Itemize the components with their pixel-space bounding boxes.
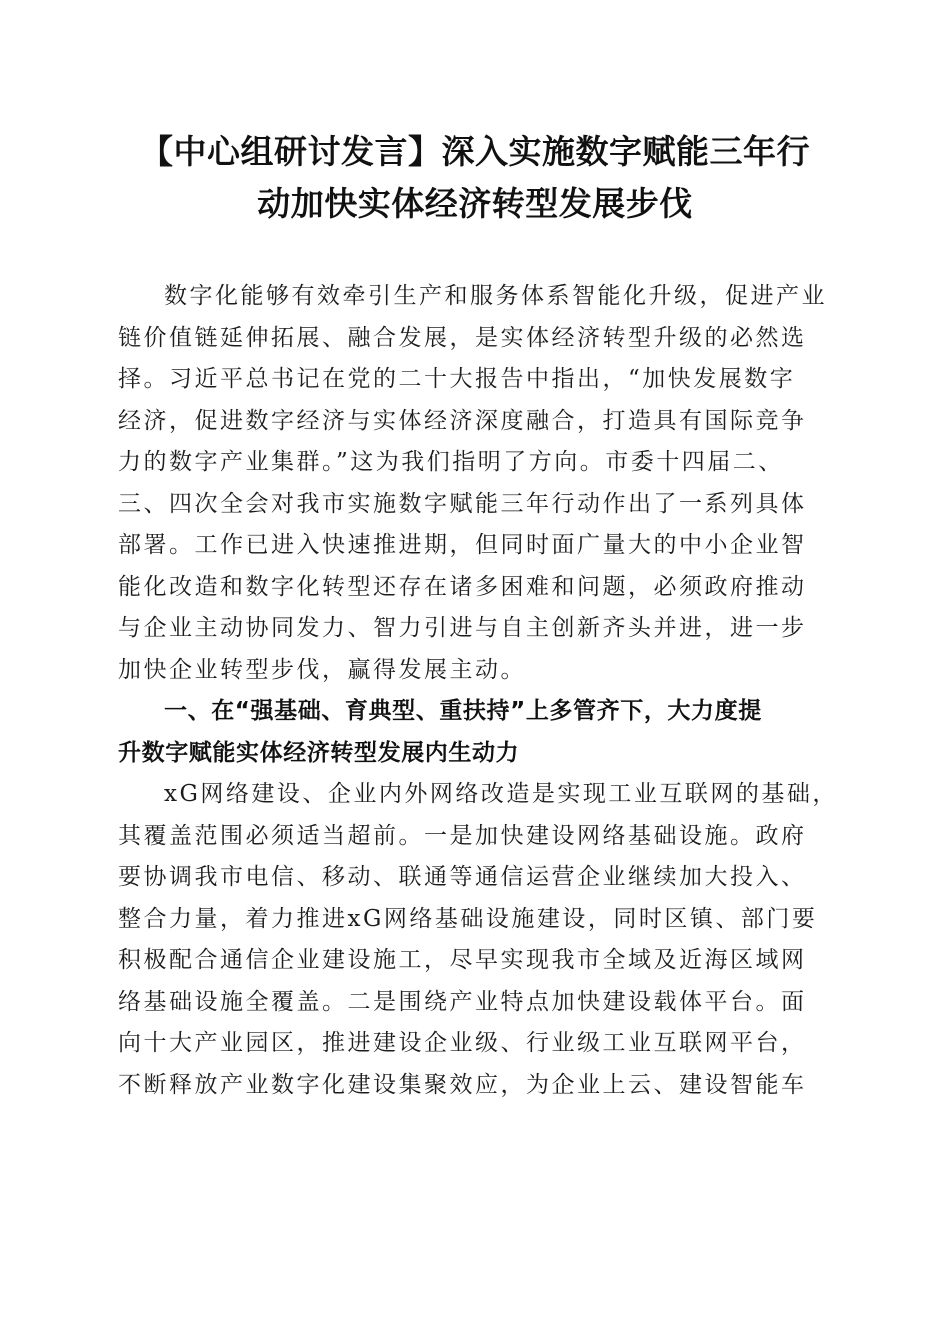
text-line: 络基础设施全覆盖。二是围绕产业特点加快建设载体平台。面: [118, 988, 807, 1015]
document-body: [118, 276, 838, 1106]
text-line: 其覆盖范围必须适当超前。一是加快建设网络基础设施。政府: [118, 822, 807, 849]
text-line: 部署。工作已进入快速推进期，但同时面广量大的中小企业智: [118, 532, 807, 558]
text-line: xG网络建设、企业内外网络改造是实现工业互联网的基础，: [164, 781, 838, 807]
text-line: 整合力量，着力推进xG网络基础设施建设，同时区镇、部门要: [118, 905, 818, 932]
heading-line: 升数字赋能实体经济转型发展内生动力: [118, 739, 520, 766]
heading-line: 一、在“强基础、育典型、重扶持”上多管齐下，大力度提: [164, 698, 762, 724]
text-line: 要协调我市电信、移动、联通等通信运营企业继续加大投入、: [118, 864, 807, 890]
title-line: 【中心组研讨发言】深入实施数字赋能三年行: [140, 132, 810, 171]
text-line: 加快企业转型步伐，赢得发展主动。: [118, 656, 526, 683]
text-line: 力的数字产业集群。”这为我们指明了方向。市委十四届二、: [118, 449, 784, 475]
text-line: 积极配合通信企业建设施工，尽早实现我市全域及近海区域网: [118, 947, 807, 973]
text-line: 能化改造和数字化转型还存在诸多困难和问题，必须政府推动: [118, 573, 807, 600]
text-line: 择。习近平总书记在党的二十大报告中指出，“加快发展数字: [118, 366, 796, 392]
text-line: 数字化能够有效牵引生产和服务体系智能化升级，促进产业: [164, 283, 827, 309]
text-line: 不断释放产业数字化建设集聚效应，为企业上云、建设智能车: [118, 1071, 807, 1098]
title-line: 动加快实体经济转型发展步伐: [257, 184, 693, 223]
paragraph-intro: [118, 276, 830, 691]
text-line: 三、四次全会对我市实施数字赋能三年行动作出了一系列具体: [118, 490, 807, 517]
text-line: 经济，促进数字经济与实体经济深度融合，打造具有国际竞争: [118, 407, 807, 434]
text-line: 链价值链延伸拓展、融合发展，是实体经济转型升级的必然选: [118, 324, 807, 351]
text-line: 与企业主动协同发力、智力引进与自主创新齐头并进，进一步: [118, 615, 807, 641]
document-title: [100, 126, 850, 230]
text-line: 向十大产业园区，推进建设企业级、行业级工业互联网平台，: [118, 1030, 807, 1056]
paragraph-section-1: [118, 774, 838, 1106]
section-heading: [118, 691, 830, 774]
